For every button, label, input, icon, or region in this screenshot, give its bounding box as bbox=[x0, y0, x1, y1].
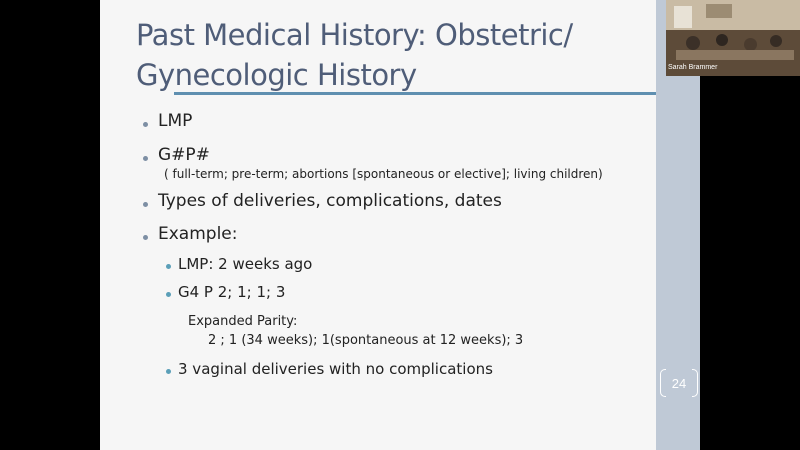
bullet-icon bbox=[143, 156, 148, 161]
webcam-person bbox=[686, 36, 700, 50]
webcam-person bbox=[716, 34, 728, 46]
webcam-person bbox=[770, 35, 782, 47]
bullet-icon bbox=[143, 202, 148, 207]
slide-title-line-2: Gynecologic History bbox=[136, 58, 417, 92]
bracket-left-icon bbox=[660, 369, 666, 397]
bullet-gp: G#P# bbox=[158, 145, 210, 165]
webcam-participant-name: Sarah Brammer bbox=[668, 64, 718, 71]
title-underline bbox=[174, 92, 656, 95]
expanded-parity-label: Expanded Parity: bbox=[188, 314, 298, 329]
webcam-board bbox=[706, 4, 732, 18]
presentation-slide bbox=[100, 0, 656, 450]
page-number-text: 24 bbox=[671, 375, 687, 391]
expanded-parity-value: 2 ; 1 (34 weeks); 1(spontaneous at 12 weeks); 3 bbox=[208, 333, 524, 348]
bullet-icon bbox=[143, 122, 148, 127]
webcam-video-tile[interactable] bbox=[666, 0, 800, 76]
sub-bullet-icon bbox=[166, 264, 171, 269]
gp-explanation: ( full-term; pre-term; abortions [spontaneous or elective]; living children) bbox=[164, 167, 603, 181]
slide-title-line-1: Past Medical History: Obstetric/ bbox=[136, 18, 573, 52]
slide-page-number bbox=[660, 369, 698, 397]
bullet-deliveries: Types of deliveries, complications, dates bbox=[158, 191, 502, 211]
sub-bullet-icon bbox=[166, 369, 171, 374]
sub-bullet-lmp: LMP: 2 weeks ago bbox=[178, 255, 313, 273]
bracket-right-icon bbox=[692, 369, 698, 397]
sub-bullet-gp: G4 P 2; 1; 1; 3 bbox=[178, 283, 286, 301]
webcam-window bbox=[674, 6, 692, 28]
bullet-icon bbox=[143, 235, 148, 240]
webcam-desks bbox=[676, 50, 794, 60]
bullet-lmp: LMP bbox=[158, 111, 193, 131]
sub-bullet-icon bbox=[166, 292, 171, 297]
sub-bullet-complications: 3 vaginal deliveries with no complications bbox=[178, 360, 493, 378]
bullet-example: Example: bbox=[158, 224, 238, 244]
